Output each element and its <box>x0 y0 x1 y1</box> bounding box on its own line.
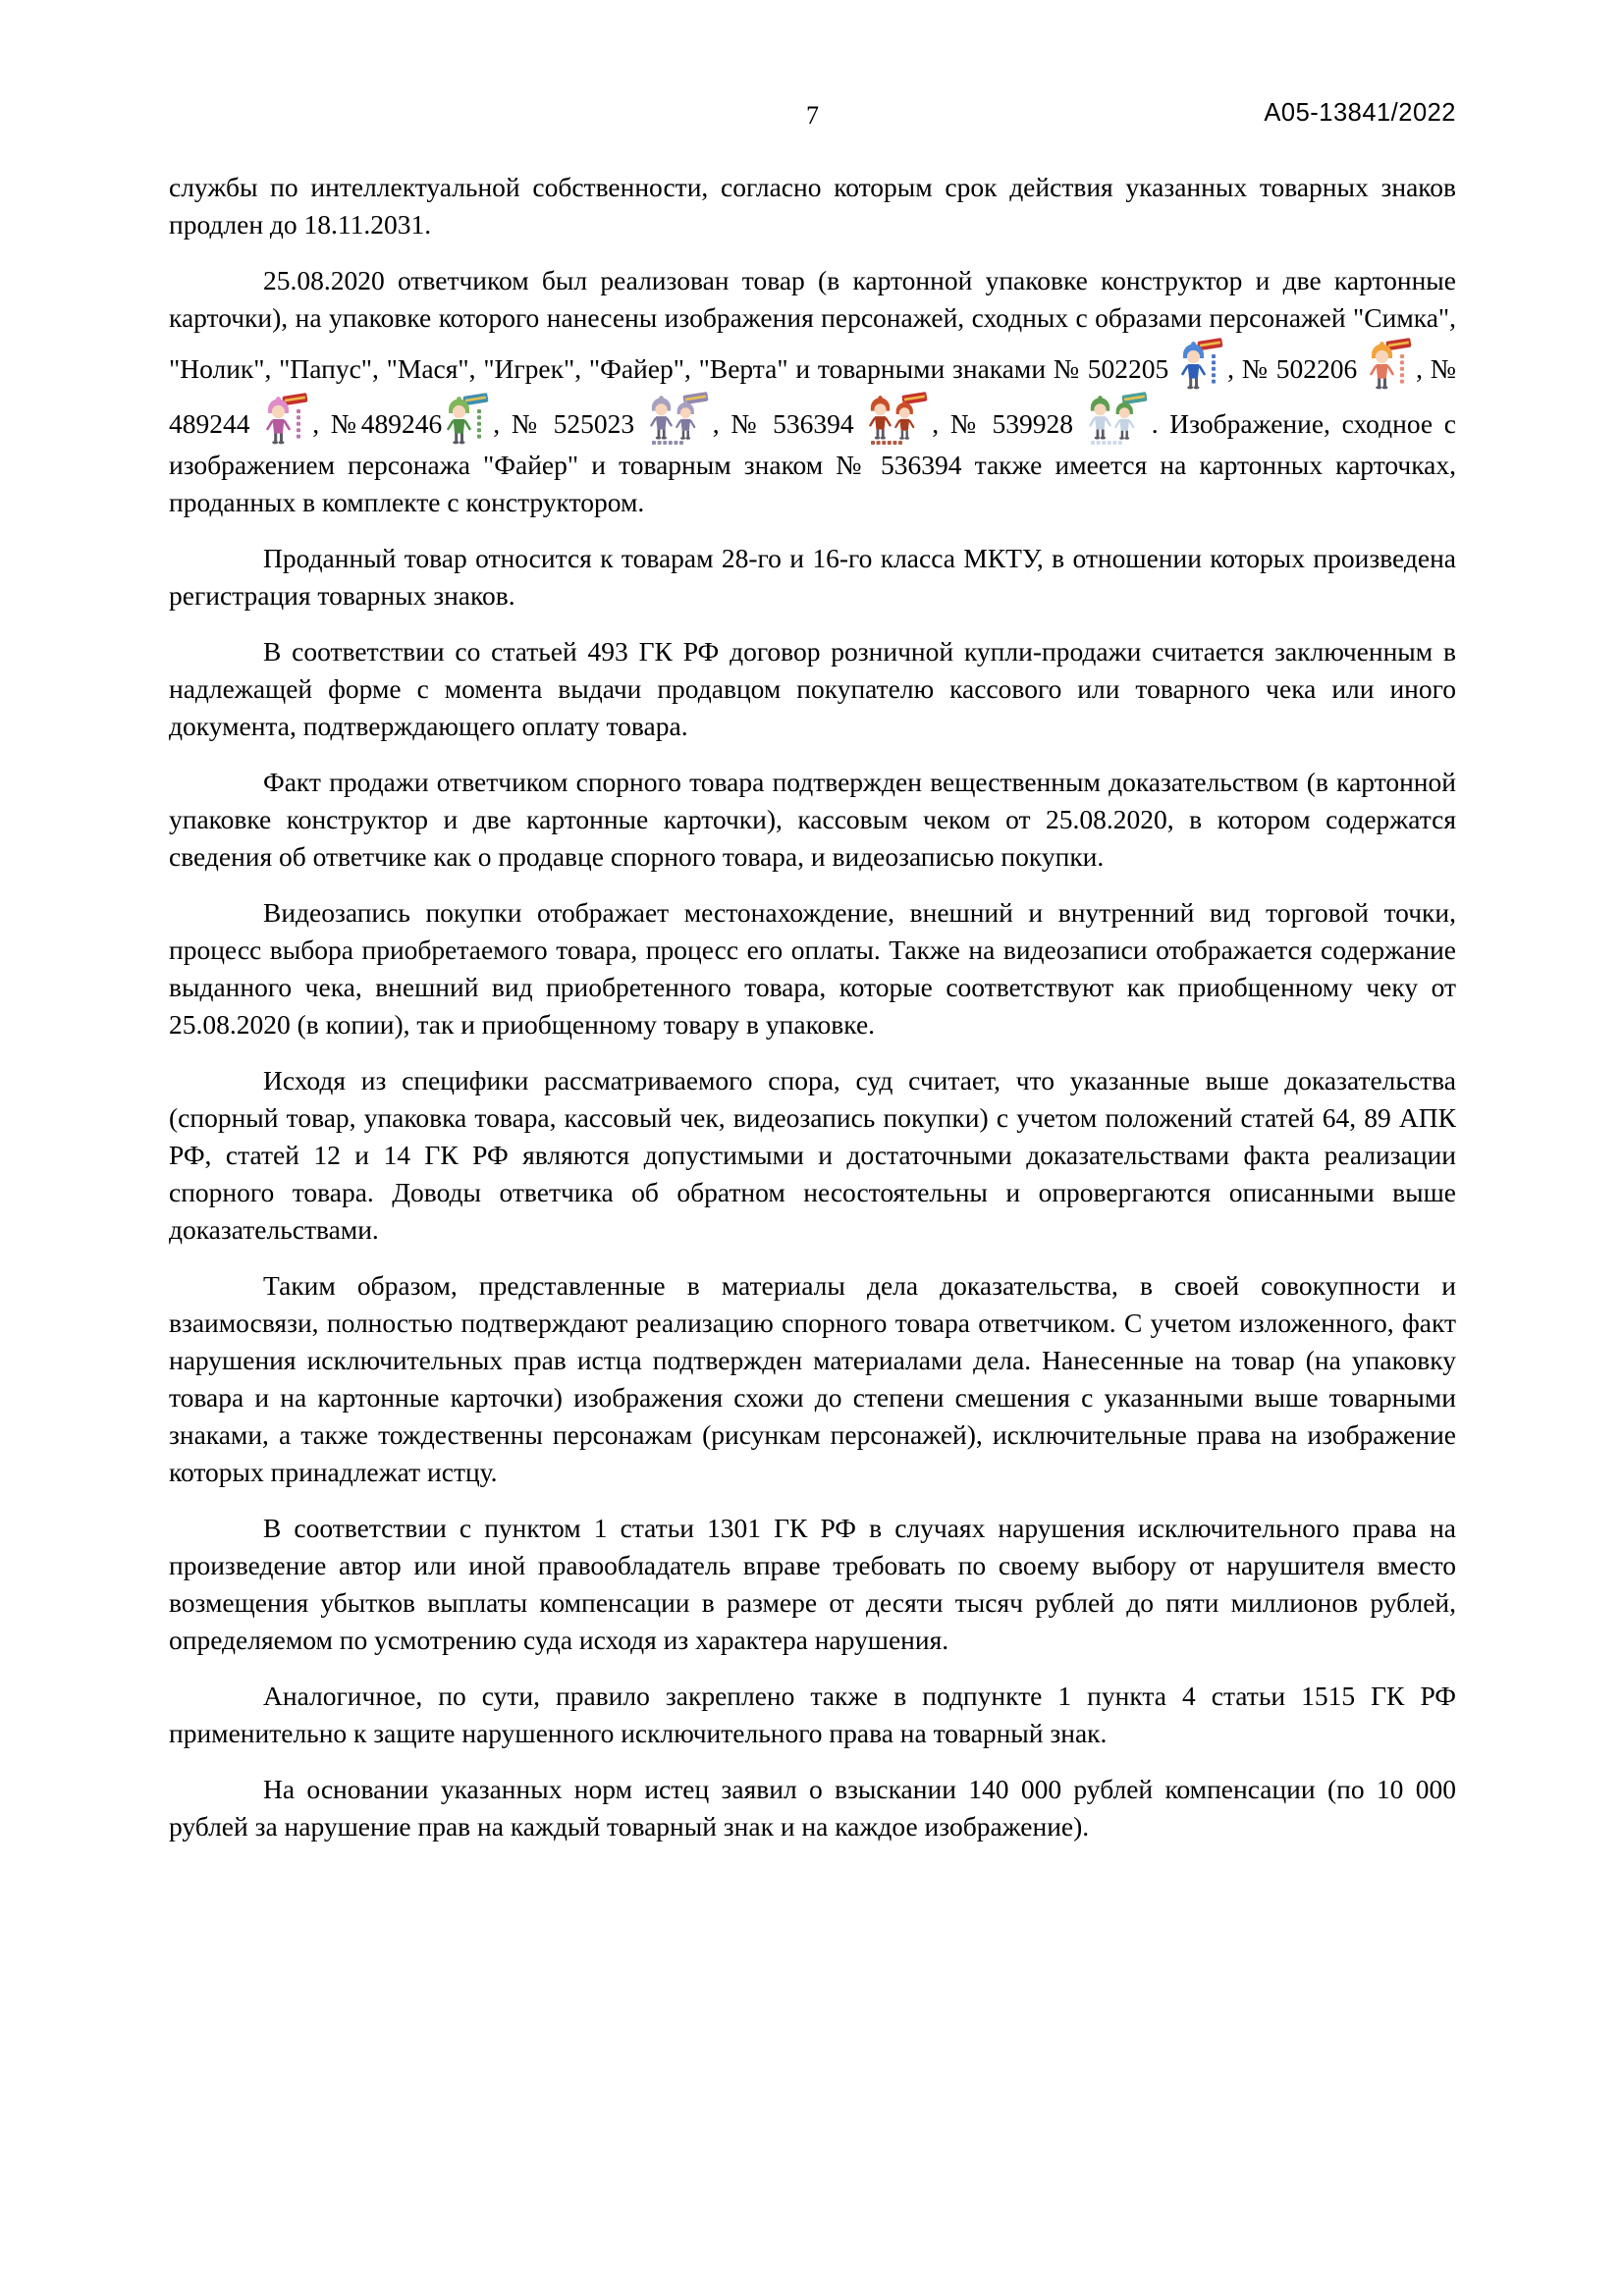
document-body <box>169 169 1456 1845</box>
paragraph-article-1301: В соответствии с пунктом 1 статьи 1301 ГК РФ в случаях нарушения исключительного права на произведение автор или иной правообладатель вправе требовать по своему выбору от нарушителя вместо возмещения убытков выплаты компенсации в размере от десяти тысяч рублей до пяти миллионов рублей, определяемом по усмотрению суда исходя из характера нарушения. <box>169 1513 1456 1655</box>
paragraph-compensation-claim: На основании указанных норм истец заявил о взыскании 140 000 рублей компенсации (по 10 000 рублей за нарушение прав на каждый товарный знак и на каждое изображение). <box>169 1774 1456 1842</box>
trademark-icon-502206 <box>1368 337 1413 392</box>
trademark-icon-489246 <box>445 392 490 447</box>
trademark-icon-525023 <box>649 392 710 447</box>
paragraph-evidence-admissibility: Исходя из специфики рассматриваемого спора, суд считает, что указанные выше доказательства (спорный товар, упаковка товара, кассовый чек, видеозапись покупки) с учетом положений статей 64, 89 АПК РФ, статей 12 и 14 ГК РФ являются допустимыми и достаточными доказательствами факта реализации спорного товара. Доводы ответчика об обратном несостоятельны и опровергаются описанными выше доказательствами. <box>169 1065 1456 1245</box>
paragraph-article-1515: Аналогичное, по сути, правило закреплено также в подпункте 1 пункта 4 статьи 1515 ГК РФ применительно к защите нарушенного исключительного права на товарный знак. <box>169 1681 1456 1748</box>
page-number: 7 <box>806 101 819 130</box>
paragraph-video-record: Видеозапись покупки отображает местонахождение, внешний и внутренний вид торговой точки, процесс выбора приобретаемого товара, процесс его оплаты. Также на видеозаписи отображается содержание выданного чека, внешний вид приобретенного товара, которые соответствуют как приобщенному чеку от 25.08.2020 (в копии), так и приобщенному товару в упаковке. <box>169 897 1456 1040</box>
case-number: А05-13841/2022 <box>1264 99 1456 127</box>
paragraph-conclusion-infringement: Таким образом, представленные в материалы дела доказательства, в своей совокупности и взаимосвязи, полностью подтверждают реализацию спорного товара ответчиком. С учетом изложенного, факт нарушения исключительных прав истца подтвержден материалами дела. Нанесенные на товар (на упаковку товара и на картонные карточки) изображения схожи до степени смешения с указанными выше товарными знаками, а также тождественны персонажам (рисункам персонажей), исключительные права на изображение которых принадлежат истцу. <box>169 1270 1456 1487</box>
trademark-icon-536394 <box>868 392 929 447</box>
paragraph-trademarks: 25.08.2020 ответчиком был реализован товар (в картонной упаковке конструктор и две картонные карточки), на упаковке которого нанесены изображения персонажей, сходных с образами персонажей "Симка", "Нолик", "Папус", "Мася", "Игрек", "Файер", "Верта" и товарными знаками № 502205 , № 502206 , № 489244 , №489246 , № 525023 , № 536394 , № 539928 . Изображение, сходное с изображением персонажа "Файер" и товарным знаком № 536394 также имеется на картонных карточках, проданных в комплекте с конструктором. <box>169 265 1457 517</box>
page-header <box>169 0 1456 141</box>
paragraph-goods-classes: Проданный товар относится к товарам 28-го и 16-го класса МКТУ, в отношении которых произведена регистрация товарных знаков. <box>169 543 1456 611</box>
trademark-icon-539928 <box>1088 392 1149 447</box>
paragraph-sale-fact: Факт продажи ответчиком спорного товара подтвержден вещественным доказательством (в картонной упаковке конструктор и две картонные карточки), кассовым чеком от 25.08.2020, в котором содержатся сведения об ответчике как о продавце спорного товара, и видеозаписью покупки. <box>169 767 1456 872</box>
trademark-icon-489244 <box>264 392 309 447</box>
trademark-icon-502205 <box>1179 337 1224 392</box>
paragraph-continuation: службы по интеллектуальной собственности, согласно которым срок действия указанных товарных знаков продлен до 18.11.2031. <box>169 172 1456 240</box>
paragraph-article-493: В соответствии со статьей 493 ГК РФ договор розничной купли-продажи считается заключенным в надлежащей форме с момента выдачи продавцом покупателю кассового или товарного чека или иного документа, подтверждающего оплату товара. <box>169 636 1456 741</box>
